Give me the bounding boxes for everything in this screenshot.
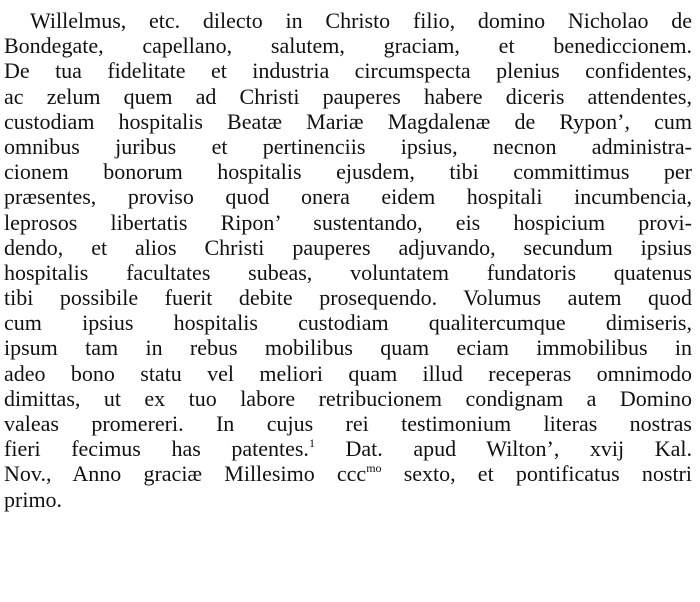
text-line: cionem bonorum hospitalis ejusdem, tibi committimus per (4, 159, 692, 185)
text-line: Willelmus, etc. dilecto in Christo filio, domino Nicholao de (30, 8, 692, 33)
text-line: ac zelum quem ad Christi pauperes habere diceris attendentes, (4, 83, 692, 109)
text-line: adeo bono statu vel meliori quam illud receperas omnimodo (4, 360, 692, 386)
text-line: tibi possibile fuerit debite prosequendo. Volumus autem quod (4, 285, 692, 311)
ordinal-superscript: mo (366, 461, 382, 476)
text-line: dendo, et alios Christi pauperes adjuvando, secundum ipsius (4, 234, 692, 260)
text-line: præsentes, proviso quod onera eidem hospitali incumbencia, (4, 184, 692, 210)
text-segment: Dat. apud Wilton’, xvij Kal. (314, 436, 692, 462)
footnote-marker: 1 (308, 436, 315, 451)
text-line (4, 461, 692, 486)
text-segment: fieri fecimus has patentes. (4, 436, 309, 462)
text-line: valeas promereri. In cujus rei testimonium literas nostras (4, 411, 692, 436)
text-line: hospitalis facultates subeas, voluntatem fundatoris quatenus (4, 259, 692, 285)
text-line: dimittas, ut ex tuo labore retribucionem condignam a Domino (4, 385, 692, 411)
text-line: primo. (4, 486, 63, 512)
latin-text-block (4, 8, 692, 512)
text-line: custodiam hospitalis Beatæ Mariæ Magdalenæ de Rypon’, cum (4, 108, 692, 134)
text-segment: sexto, et pontificatus nostri (381, 461, 692, 487)
text-line: De tua fidelitate et industria circumspecta plenius confidentes, (4, 58, 692, 84)
text-line: Bondegate, capellano, salutem, graciam, et benediccionem. (4, 33, 692, 59)
text-line: omnibus juribus et pertinenciis ipsius, necnon administra- (4, 133, 692, 159)
text-line: cum ipsius hospitalis custodiam qualitercumque dimiseris, (4, 310, 692, 336)
text-line: ipsum tam in rebus mobilibus quam eciam immobilibus in (4, 335, 692, 361)
text-line (4, 436, 692, 461)
text-segment: Nov., Anno graciæ Millesimo ccc (4, 461, 367, 487)
text-line: leprosos libertatis Ripon’ sustentando, eis hospicium provi- (4, 209, 692, 235)
